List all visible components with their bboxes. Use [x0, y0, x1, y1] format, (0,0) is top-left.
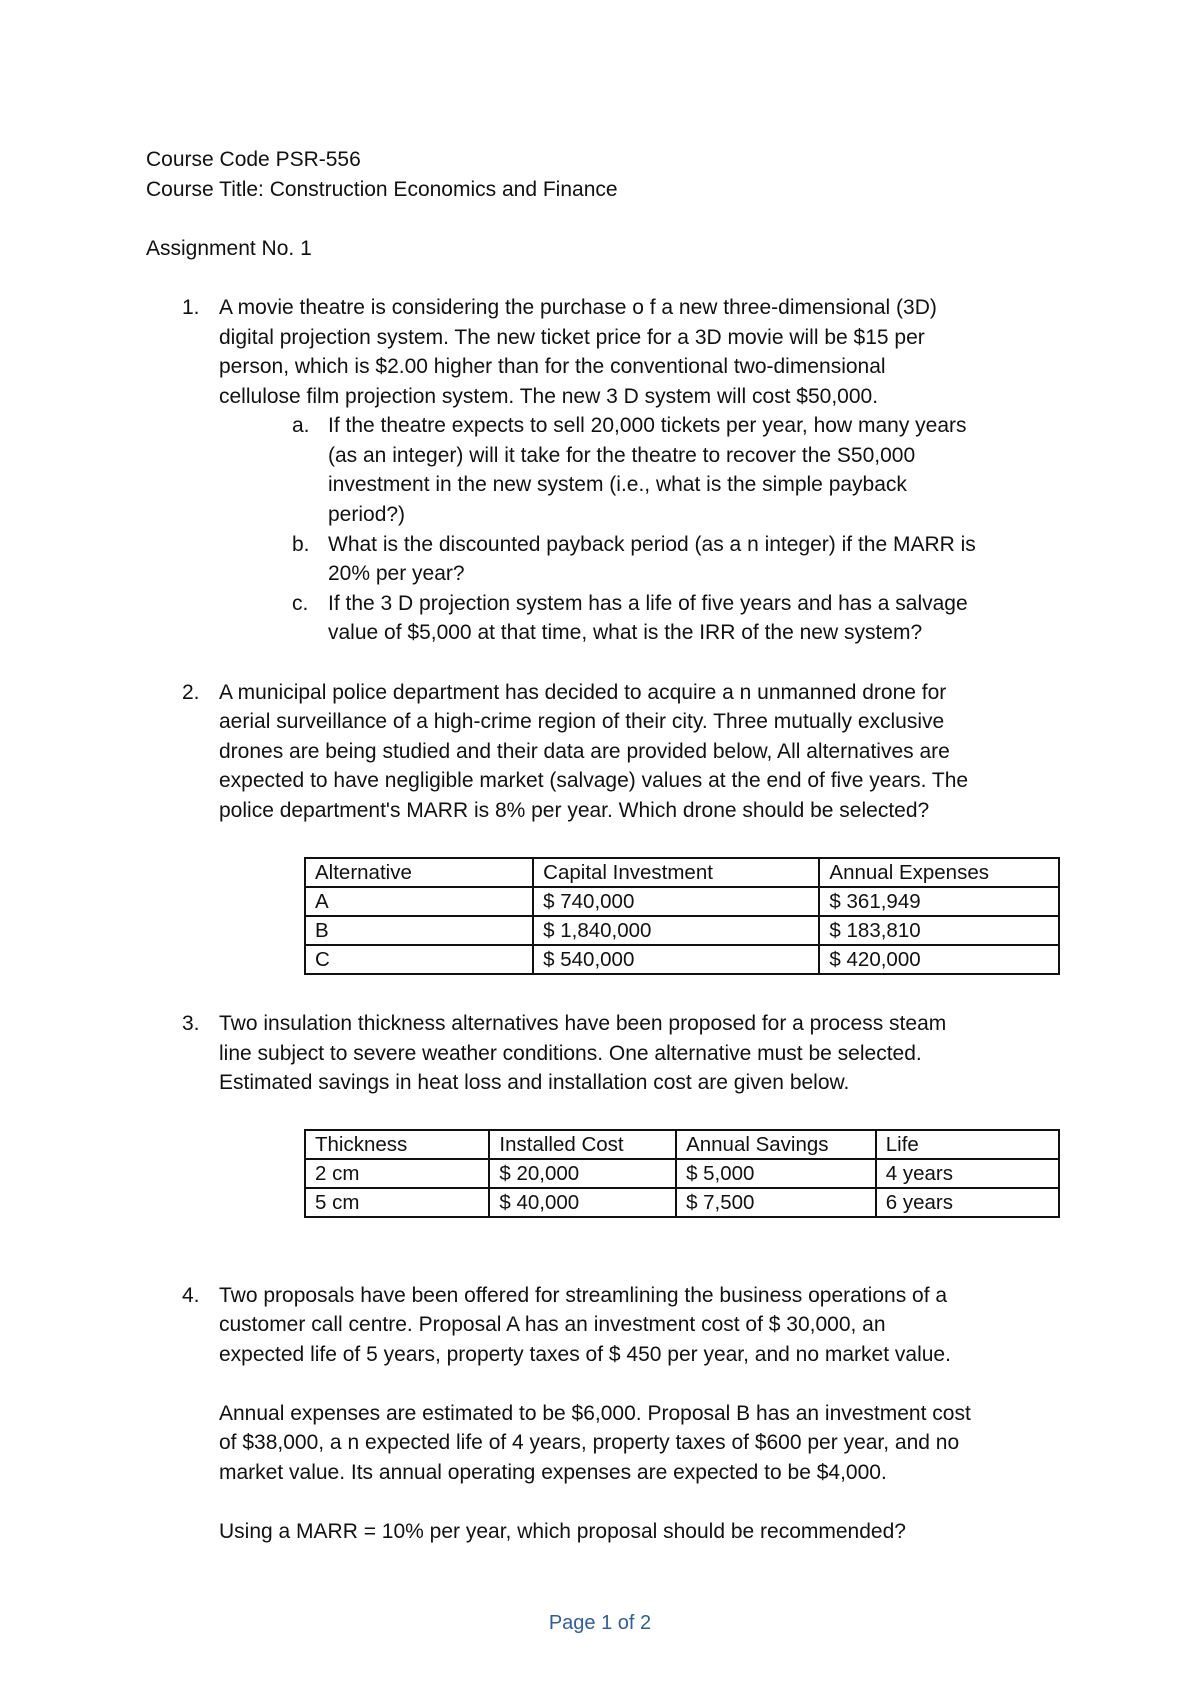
question-4-paragraph-3: Using a MARR = 10% per year, which proposal should be recommended? [219, 1520, 906, 1543]
question-1c-line: value of $5,000 at that time, what is the IRR of the new system? [328, 621, 923, 644]
table-row [305, 945, 1059, 974]
question-2-line: aerial surveillance of a high-crime region of their city. Three mutually exclusive [219, 710, 945, 733]
table-header-cell: Annual Expenses [819, 858, 1059, 887]
question-1a-line: If the theatre expects to sell 20,000 tickets per year, how many years [328, 414, 967, 437]
table-cell: 6 years [876, 1188, 1059, 1217]
table-row [305, 887, 1059, 916]
table-cell: $ 740,000 [533, 887, 819, 916]
question-1c-label: c. [292, 592, 309, 615]
question-1a-label: a. [292, 414, 310, 437]
table-cell: B [305, 916, 533, 945]
table-row [305, 1159, 1059, 1188]
question-1a-line: period?) [328, 503, 406, 526]
table-header-cell: Thickness [305, 1130, 489, 1159]
table-header-cell: Installed Cost [489, 1130, 676, 1159]
question-3-line: line subject to severe weather conditions. One alternative must be selected. [219, 1042, 922, 1065]
question-2-line: drones are being studied and their data are provided below, All alternatives are [219, 740, 950, 763]
question-3-line: Estimated savings in heat loss and installation cost are given below. [219, 1071, 850, 1094]
table-cell: 2 cm [305, 1159, 489, 1188]
drone-alternatives-table [304, 857, 1060, 975]
question-4-line: expected life of 5 years, property taxes of $ 450 per year, and no market value. [219, 1343, 951, 1366]
question-1-number: 1. [182, 296, 200, 319]
table-cell: 5 cm [305, 1188, 489, 1217]
page-number: Page 1 of 2 [548, 1612, 652, 1634]
question-2-line: police department's MARR is 8% per year. Which drone should be selected? [219, 799, 930, 822]
table-cell: $ 7,500 [676, 1188, 876, 1217]
question-1a-line: (as an integer) will it take for the theatre to recover the S50,000 [328, 444, 916, 467]
insulation-thickness-table [304, 1129, 1060, 1218]
table-cell: $ 20,000 [489, 1159, 676, 1188]
table-header-cell: Annual Savings [676, 1130, 876, 1159]
question-1b-line: What is the discounted payback period (as a n integer) if the MARR is [328, 533, 976, 556]
table-header-cell: Life [876, 1130, 1059, 1159]
question-2-line: expected to have negligible market (salvage) values at the end of five years. The [219, 769, 969, 792]
table-cell: $ 540,000 [533, 945, 819, 974]
table-row [305, 1188, 1059, 1217]
course-title: Course Title: Construction Economics and Finance [146, 178, 618, 201]
question-4-paragraph-2-line: of $38,000, a n expected life of 4 years, property taxes of $600 per year, and no [219, 1431, 960, 1454]
table-header-cell: Capital Investment [533, 858, 819, 887]
assignment-number: Assignment No. 1 [146, 237, 312, 260]
table-cell: $ 420,000 [819, 945, 1059, 974]
question-4-line: Two proposals have been offered for streamlining the business operations of a [219, 1284, 948, 1307]
table-cell: $ 5,000 [676, 1159, 876, 1188]
question-1-line: person, which is $2.00 higher than for the conventional two-dimensional [219, 355, 886, 378]
table-cell: 4 years [876, 1159, 1059, 1188]
table-header-row [305, 858, 1059, 887]
question-3-number: 3. [182, 1012, 200, 1035]
table-cell: $ 361,949 [819, 887, 1059, 916]
question-2-number: 2. [182, 681, 200, 704]
question-1a-line: investment in the new system (i.e., what is the simple payback [328, 473, 907, 496]
question-1c-line: If the 3 D projection system has a life of five years and has a salvage [328, 592, 968, 615]
question-2-line: A municipal police department has decided to acquire a n unmanned drone for [219, 681, 947, 704]
table-cell: C [305, 945, 533, 974]
question-1b-label: b. [292, 533, 310, 556]
question-3-line: Two insulation thickness alternatives have been proposed for a process steam [219, 1012, 947, 1035]
table-row [305, 916, 1059, 945]
table-header-row [305, 1130, 1059, 1159]
question-4-paragraph-2-line: Annual expenses are estimated to be $6,000. Proposal B has an investment cost [219, 1402, 971, 1425]
question-4-number: 4. [182, 1284, 200, 1307]
question-1-line: A movie theatre is considering the purchase o f a new three-dimensional (3D) [219, 296, 937, 319]
course-code: Course Code PSR-556 [146, 148, 361, 171]
table-cell: A [305, 887, 533, 916]
table-header-cell: Alternative [305, 858, 533, 887]
table-cell: $ 183,810 [819, 916, 1059, 945]
question-1-line: digital projection system. The new ticket price for a 3D movie will be $15 per [219, 326, 925, 349]
question-1b-line: 20% per year? [328, 562, 465, 585]
table-cell: $ 1,840,000 [533, 916, 819, 945]
question-1-line: cellulose film projection system. The new 3 D system will cost $50,000. [219, 385, 879, 408]
table-cell: $ 40,000 [489, 1188, 676, 1217]
question-4-paragraph-2-line: market value. Its annual operating expenses are expected to be $4,000. [219, 1461, 887, 1484]
question-4-line: customer call centre. Proposal A has an investment cost of $ 30,000, an [219, 1313, 886, 1336]
